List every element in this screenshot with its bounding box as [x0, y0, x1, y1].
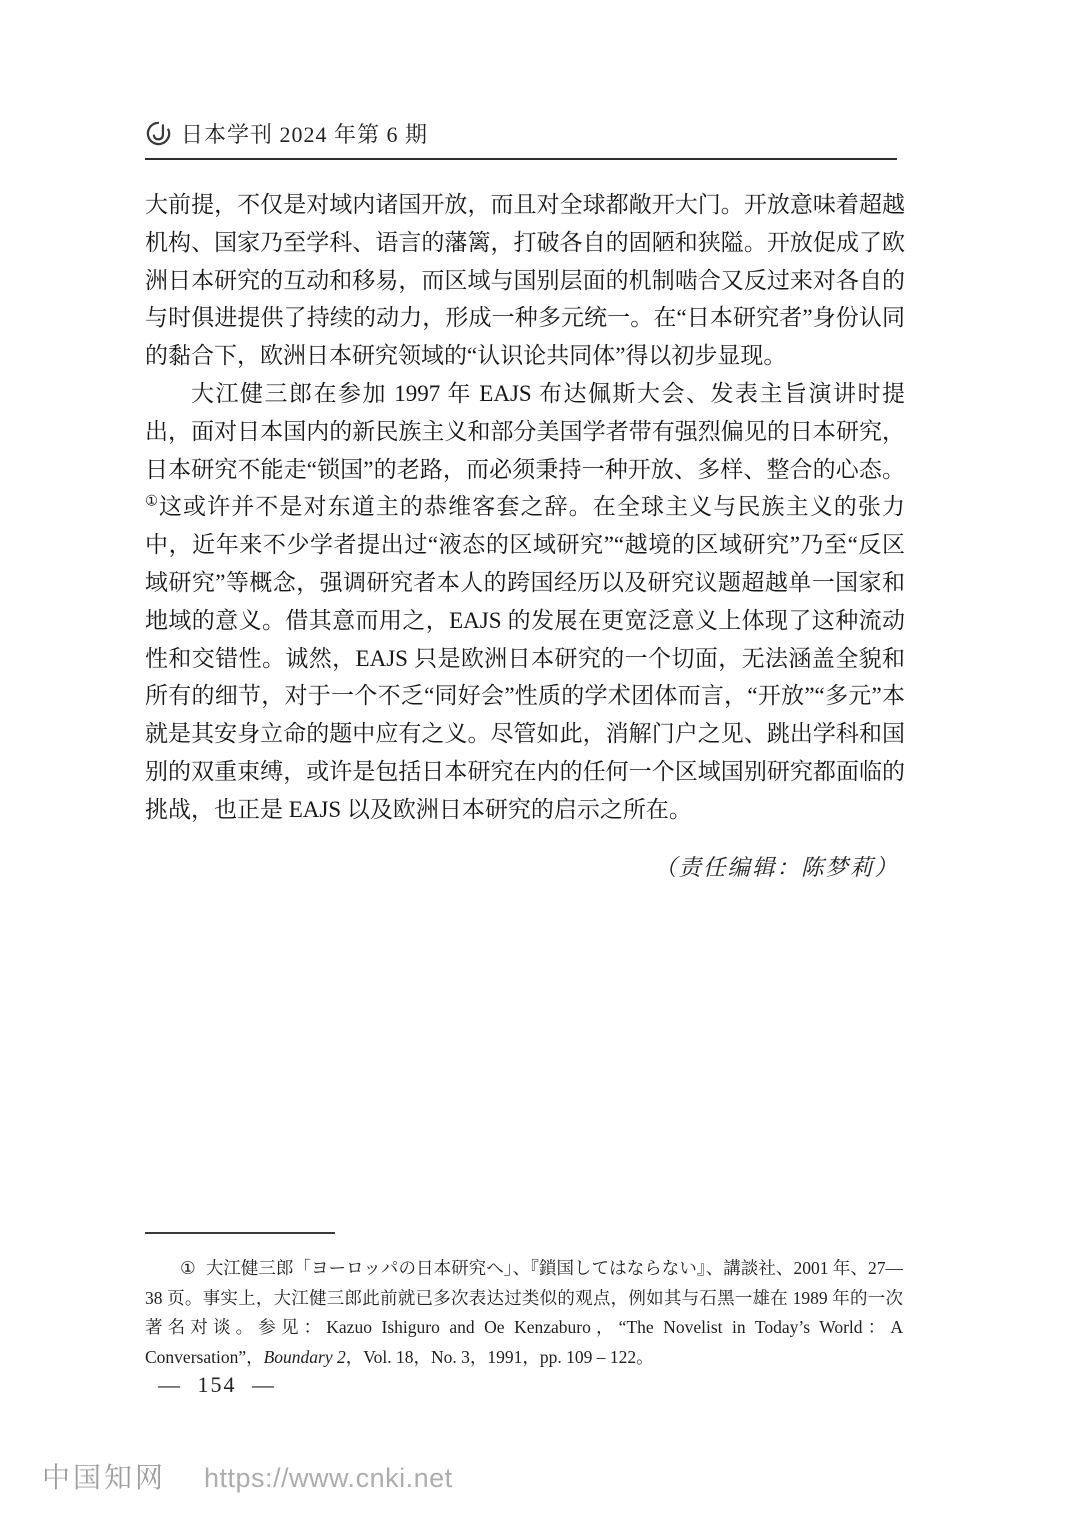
article-body: [145, 186, 905, 886]
editor-note: （责任编辑：陈梦莉）: [653, 854, 899, 880]
cnki-site-name: 中国知网: [42, 1462, 167, 1493]
footnote-marker: ①: [180, 1258, 196, 1278]
footnote-italic-journal-title: Boundary 2: [263, 1346, 346, 1367]
footnote-separator-rule: [145, 1232, 335, 1234]
header-rule: [145, 158, 897, 160]
cnki-url: https://www.cnki.net: [204, 1463, 453, 1493]
journal-logo-icon: [145, 120, 172, 147]
body-paragraph-2-text-before-marker: 大江健三郎在参加 1997 年 EAJS 布达佩斯大会、发表主旨演讲时提出，面对日本国内的新民族主义和部分美国学者带有强烈偏见的日本研究，日本研究不能走“锁国”的老路，而必须秉持一种开放、多样、整合的心态。: [145, 380, 905, 482]
footnote-reference-marker: ①: [145, 493, 159, 510]
body-paragraph-1: 大前提，不仅是对域内诸国开放，而且对全球都敞开大门。开放意味着超越机构、国家乃至学科、语言的藩篱，打破各自的固陋和狭隘。开放促成了欧洲日本研究的互动和移易，而区域与国别层面的机制啮合又反过来对各自的与时俱进提供了持续的动力，形成一种多元统一。在“日本研究者”身份认同的黏合下，欧洲日本研究领域的“认识论共同体”得以初步显现。: [145, 192, 905, 369]
journal-title: 日本学刊 2024 年第 6 期: [181, 122, 429, 147]
footnote-text: [145, 1254, 903, 1372]
body-paragraph-2: [145, 375, 905, 829]
footnote-text-part2: ，Vol. 18，No. 3，1991，pp. 109 – 122。: [345, 1346, 654, 1367]
footnote-text-part1: 大江健三郎「ヨーロッパの日本研究へ」、『鎖国してはならない』、講談社、2001 年、27—38 页。事实上，大江健三郎此前就已多次表达过类似的观点，例如其与石黑一雄在 1989 年的一次著名对谈。参见：Kazuo Ishiguro and Oe Kenzaburo，“The Novelist in Today’s World：A Conversation”，: [145, 1258, 903, 1367]
cnki-watermark: [42, 1456, 453, 1496]
footnote-section: [145, 1232, 903, 1372]
page-number: — 154 —: [158, 1372, 276, 1397]
body-paragraph-2-text-after-marker: 这或许并不是对东道主的恭维客套之辞。在全球主义与民族主义的张力中，近年来不少学者提出过“液态的区域研究”“越境的区域研究”乃至“反区域研究”等概念，强调研究者本人的跨国经历以及研究议题超越单一国家和地域的意义。借其意而用之，EAJS 的发展在更宽泛意义上体现了这种流动性和交错性。诚然，EAJS 只是欧洲日本研究的一个切面，无法涵盖全貌和所有的细节，对于一个不乏“同好会”性质的学术团体而言，“开放”“多元”本就是其安身立命的题中应有之义。尽管如此，消解门户之见、跳出学科和国别的双重束缚，或许是包括日本研究在内的任何一个区域国别研究都面临的挑战，也正是 EAJS 以及欧洲日本研究的启示之所在。: [145, 494, 906, 822]
page-header: [145, 118, 900, 149]
